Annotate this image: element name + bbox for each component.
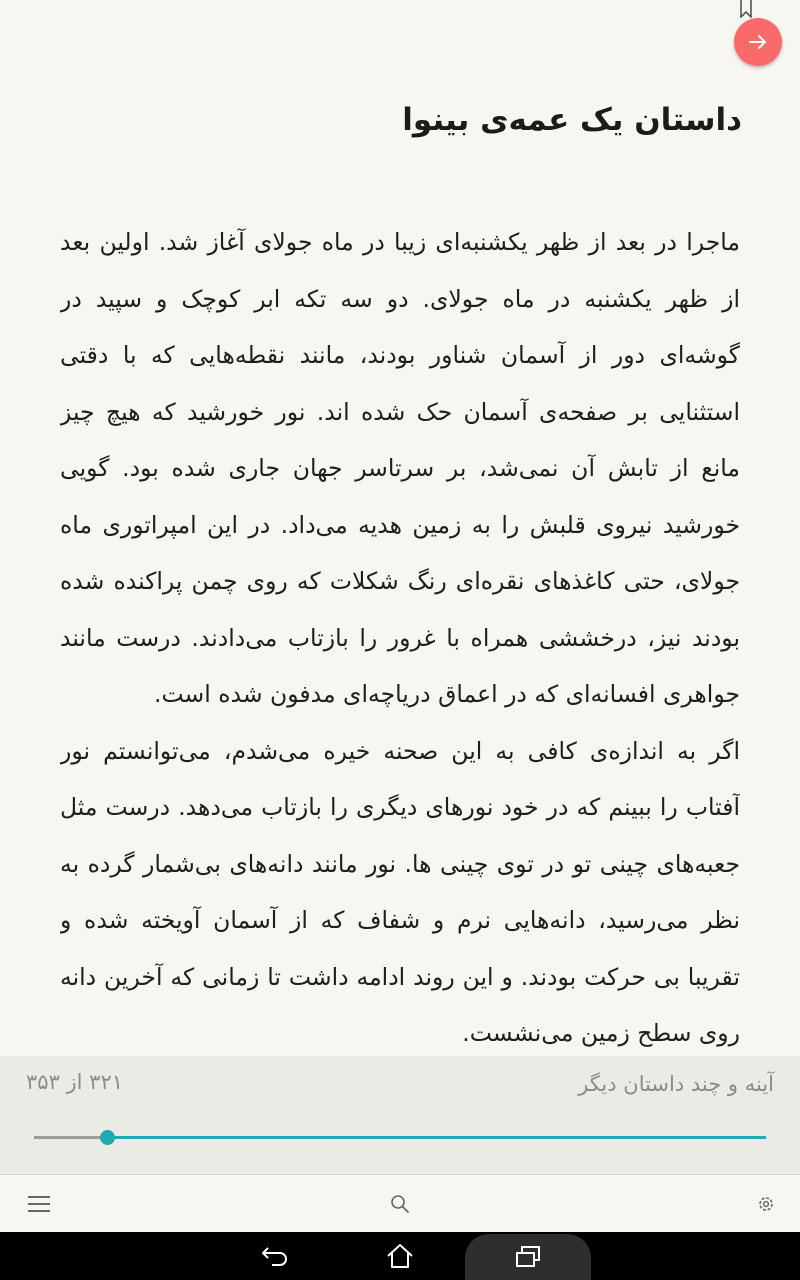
menu-icon bbox=[27, 1194, 51, 1214]
bookmark-icon[interactable] bbox=[738, 0, 754, 18]
arrow-right-icon bbox=[747, 31, 769, 53]
recent-apps-icon bbox=[513, 1244, 543, 1270]
progress-panel bbox=[0, 1056, 800, 1174]
reader-body-text bbox=[60, 214, 740, 1056]
chapter-title: داستان یک عمه‌ی بینوا bbox=[402, 102, 742, 138]
search-button[interactable] bbox=[385, 1189, 415, 1219]
home-button[interactable] bbox=[374, 1232, 426, 1280]
menu-button[interactable] bbox=[24, 1189, 54, 1219]
home-icon bbox=[385, 1242, 415, 1270]
reader-toolbar bbox=[0, 1174, 800, 1233]
page-slider[interactable] bbox=[34, 1136, 766, 1139]
back-icon bbox=[260, 1244, 290, 1268]
page-slider-thumb[interactable] bbox=[100, 1130, 115, 1145]
page-slider-progress bbox=[34, 1136, 107, 1139]
recent-apps-button[interactable] bbox=[465, 1234, 591, 1280]
settings-icon bbox=[756, 1194, 776, 1214]
system-navigation-bar bbox=[0, 1232, 800, 1280]
settings-button[interactable] bbox=[751, 1189, 781, 1219]
book-title: آینه و چند داستان دیگر bbox=[578, 1072, 774, 1096]
back-button[interactable] bbox=[250, 1232, 300, 1280]
page-counter: ۳۲۱ از ۳۵۳ bbox=[26, 1070, 124, 1094]
paragraph: اگر به اندازه‌ی کافی به این صحنه خیره می‌شدم، می‌توانستم نور آفتاب را ببینم که در خود نورهای دیگری را بازتاب می‌دهد. درست مثل جعبه‌های چینی تو در توی چینی ها. نور مانند دانه‌های بی‌شمار گرده به نظر می‌رسید، دانه‌هایی نرم و شفاف که از آسمان آویخته شده و تقریبا بی حرکت بودند. و این روند ادامه داشت تا زمانی که آخرین دانه روی سطح زمین می‌نشست. bbox=[60, 736, 740, 1047]
search-icon bbox=[390, 1194, 410, 1214]
next-chapter-button[interactable] bbox=[734, 18, 782, 66]
paragraph: ماجرا در بعد از ظهر یکشنبه‌ای زیبا در ماه جولای آغاز شد. اولین بعد از ظهر یکشنبه در ماه جولای. دو سه تکه ابر کوچک و سپید در گوشه‌ای دور از آسمان شناور بودند، مانند نقطه‌هایی که با دقتی استثنایی بر صفحه‌ی آسمان حک شده اند. نور خورشید که هیچ چیز مانع از تابش آن نمی‌شد، بر سرتاسر جهان جاری شده بود. گویی خورشید نیروی قلبش را به زمین هدیه می‌داد. در این امپراتوری ماه جولای، حتی کاغذهای نقره‌ای رنگ شکلات که روی چمن پراکنده شده بودند نیز، درخششی همراه با غرور را بازتاب می‌دادند. درست مانند جواهری افسانه‌ای که در اعماق دریاچه‌ای مدفون شده است. bbox=[60, 228, 740, 708]
